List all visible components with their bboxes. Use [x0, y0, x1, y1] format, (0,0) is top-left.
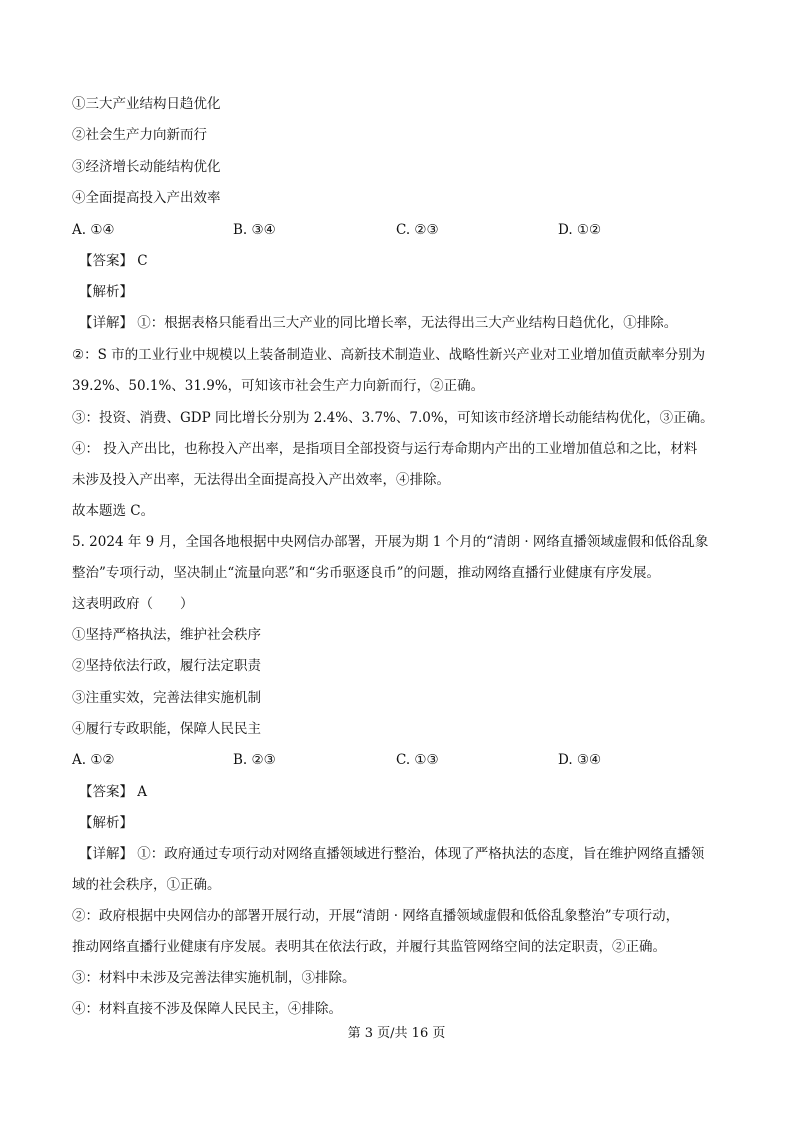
q4-detail-6: 未涉及投入产出率，无法得出全面提高投入产出效率，④排除。: [72, 472, 450, 488]
q4-detail-5: ④： 投入产出比，也称投入产出率，是指项目全部投资与运行寿命期内产出的工业增加值总和之比，材料: [72, 441, 698, 457]
q4-detail-1: 【详解】 ①：根据表格只能看出三大产业的同比增长率，无法得出三大产业结构日趋优化，①排除。: [79, 315, 678, 331]
q5-detail-1: 【详解】 ①：政府通过专项行动对网络直播领域进行整治，体现了严格执法的态度，旨在维护网络直播领: [79, 846, 705, 862]
q5-item-2: ②坚持依法行政，履行法定职责: [72, 658, 261, 674]
q5-stem-3: 这表明政府（ ）: [72, 596, 194, 612]
q5-detail-3: ②：政府根据中央网信办的部署开展行动，开展“清朗 · 网络直播领域虚假和低俗乱象整治”专项行动，: [72, 908, 680, 924]
q4-detail-2: ②：S 市的工业行业中规模以上装备制造业、高新技术制造业、战略性新兴产业对工业增加值贡献率分别为: [72, 347, 706, 363]
page-footer: 第 3 页/共 16 页: [347, 1026, 446, 1041]
q5-option-c: C. ①③: [396, 752, 439, 768]
q5-option-a: A. ①②: [72, 752, 115, 768]
q4-item-3: ③经济增长动能结构优化: [72, 159, 221, 175]
q4-item-2: ②社会生产力向新而行: [72, 127, 207, 143]
q5-detail-4: 推动网络直播行业健康有序发展。表明其在依法行政，并履行其监管网络空间的法定职责，②正确。: [72, 939, 666, 955]
q4-item-4: ④全面提高投入产出效率: [72, 190, 221, 206]
q5-option-b: B. ②③: [233, 752, 276, 768]
q4-option-b: B. ③④: [233, 222, 276, 238]
q4-option-d: D. ①②: [558, 222, 602, 238]
q4-detail-4: ③：投资、消费、GDP 同比增长分别为 2.4%、3.7%、7.0%，可知该市经济增长动能结构优化，③正确。: [72, 410, 714, 426]
q5-item-4: ④履行专政职能，保障人民民主: [72, 721, 261, 737]
q5-option-d: D. ③④: [558, 752, 602, 768]
q5-detail-6: ④：材料直接不涉及保障人民民主，④排除。: [72, 1001, 342, 1017]
q4-answer: 【答案】 C: [79, 253, 148, 269]
q4-option-c: C. ②③: [396, 222, 439, 238]
q5-detail-2: 域的社会秩序，①正确。: [72, 877, 221, 893]
q5-stem-1: 5. 2024 年 9 月，全国各地根据中央网信办部署，开展为期 1 个月的“清朗 · 网络直播领域虚假和低俗乱象: [72, 534, 709, 550]
q4-item-1: ①三大产业结构日趋优化: [72, 96, 221, 112]
q5-analysis-label: 【解析】: [79, 815, 133, 831]
q5-stem-2: 整治”专项行动，坚决制止“流量向恶”和“劣币驱逐良币”的问题，推动网络直播行业健康有序发展。: [72, 565, 661, 581]
q4-conclusion: 故本题选 C。: [72, 503, 155, 519]
q5-answer: 【答案】 A: [79, 784, 148, 800]
q4-option-a: A. ①④: [72, 222, 115, 238]
q5-item-3: ③注重实效，完善法律实施机制: [72, 690, 261, 706]
q5-item-1: ①坚持严格执法，维护社会秩序: [72, 627, 261, 643]
q5-detail-5: ③：材料中未涉及完善法律实施机制，③排除。: [72, 970, 356, 986]
q4-detail-3: 39.2%、50.1%、31.9%，可知该市社会生产力向新而行，②正确。: [72, 378, 485, 394]
q4-analysis-label: 【解析】: [79, 284, 133, 300]
